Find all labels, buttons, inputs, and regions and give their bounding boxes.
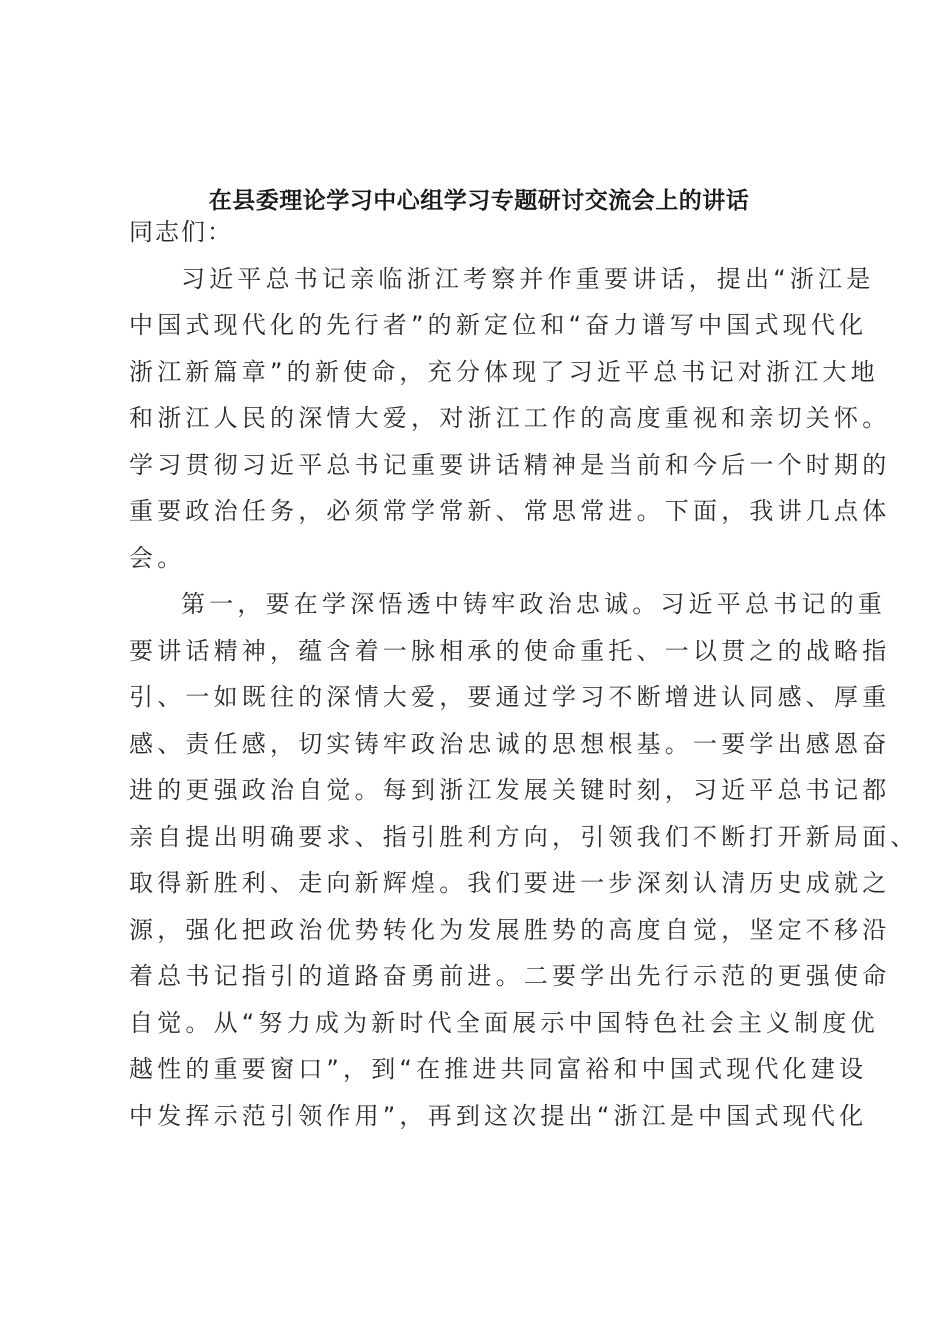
paragraph-line: 感、责任感，切实铸牢政治忠诚的思想根基。一要学出感恩奋 bbox=[129, 729, 891, 758]
paragraph-line: 要讲话精神，蕴含着一脉相承的使命重托、一以贯之的战略指 bbox=[129, 636, 891, 665]
paragraph-line: 越性的重要窗口”，到“在推进共同富裕和中国式现代化建设 bbox=[129, 1055, 868, 1083]
paragraph-line: 中发挥示范引领作用”，再到这次提出“浙江是中国式现代化 bbox=[129, 1101, 868, 1130]
paragraph-line: 会。 bbox=[129, 543, 186, 572]
document-body bbox=[129, 209, 919, 1139]
paragraph-line: 习近平总书记亲临浙江考察并作重要讲话，提出“浙江是 bbox=[181, 264, 875, 293]
paragraph-intro bbox=[129, 256, 891, 582]
paragraph-line: 亲自提出明确要求、指引胜利方向，引领我们不断打开新局面、 bbox=[129, 822, 919, 851]
paragraph-line: 进的更强政治自觉。每到浙江发展关键时刻，习近平总书记都 bbox=[129, 776, 891, 804]
paragraph-line: 自觉。从“努力成为新时代全面展示中国特色社会主义制度优 bbox=[129, 1008, 879, 1037]
paragraph-first-point bbox=[129, 581, 919, 1139]
paragraph-line: 第一，要在学深悟透中铸牢政治忠诚。习近平总书记的重 bbox=[181, 590, 886, 618]
paragraph-line: 重要政治任务，必须常学常新、常思常进。下面，我讲几点体 bbox=[129, 497, 891, 525]
paragraph-line: 和浙江人民的深情大爱，对浙江工作的高度重视和亲切关怀。 bbox=[129, 404, 891, 432]
paragraph-line: 中国式现代化的先行者”的新定位和“奋力谱写中国式现代化 bbox=[129, 311, 868, 339]
paragraph-line: 浙江新篇章”的新使命，充分体现了习近平总书记对浙江大地 bbox=[129, 357, 879, 386]
document-title: 在县委理论学习中心组学习专题研讨交流会上的讲话 bbox=[208, 187, 750, 214]
paragraph-line: 取得新胜利、走向新辉煌。我们要进一步深刻认清历史成就之 bbox=[129, 869, 891, 897]
paragraph-line: 源，强化把政治优势转化为发展胜势的高度自觉，坚定不移沿 bbox=[129, 915, 891, 944]
salutation: 同志们： bbox=[129, 218, 233, 246]
paragraph-line: 学习贯彻习近平总书记重要讲话精神是当前和今后一个时期的 bbox=[129, 450, 891, 479]
paragraph-line: 引、一如既往的深情大爱，要通过学习不断增进认同感、厚重 bbox=[129, 683, 891, 711]
paragraph-line: 着总书记指引的道路奋勇前进。二要学出先行示范的更强使命 bbox=[129, 962, 891, 990]
